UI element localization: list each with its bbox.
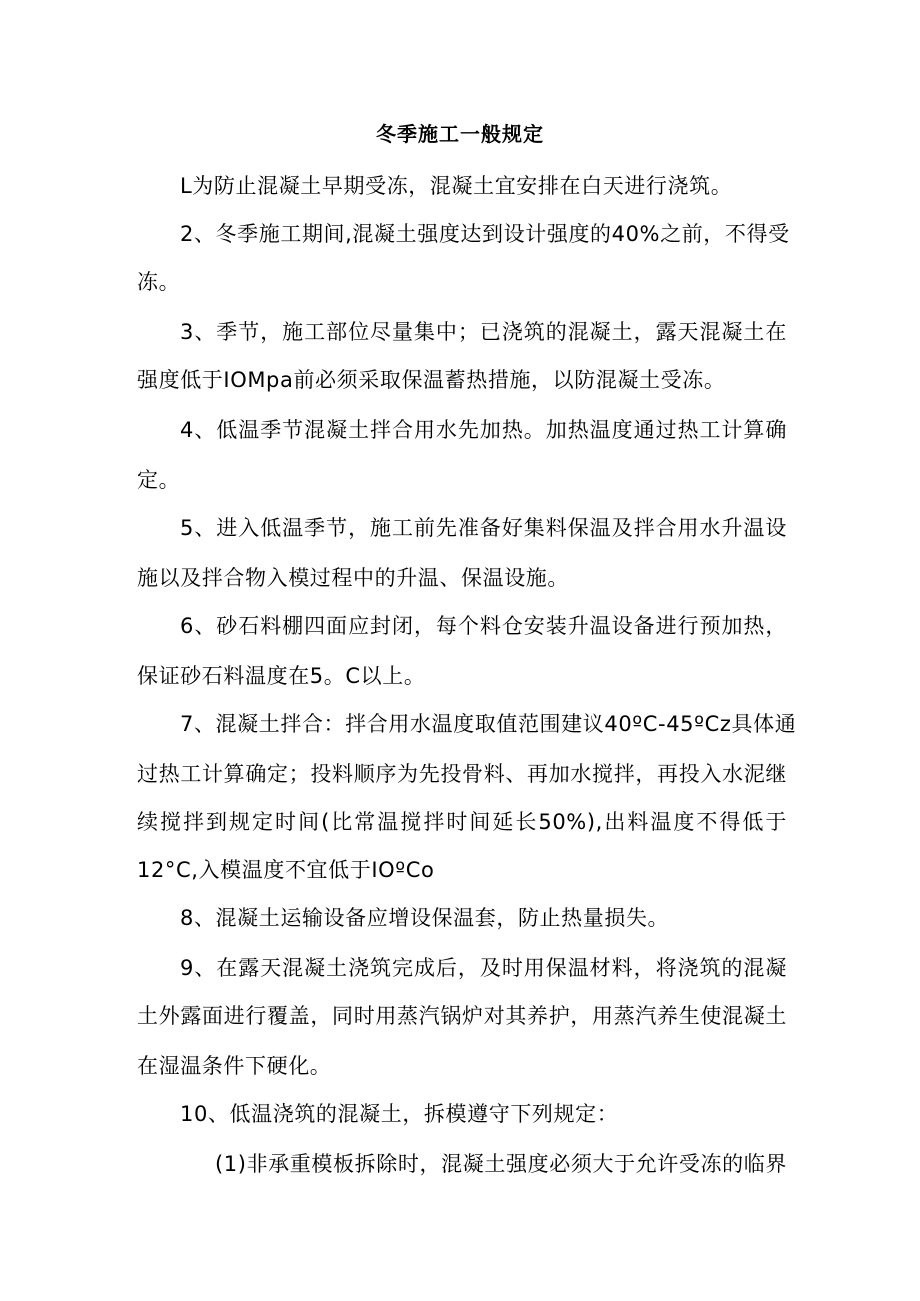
paragraph-line: 9、在露天混凝土浇筑完成后，及时用保温材料，将浇筑的混凝 <box>180 956 787 980</box>
paragraph-line: 定。 <box>137 468 181 492</box>
paragraph-line: 8、混凝土运输设备应增设保温套，防止热量损失。 <box>180 906 670 930</box>
paragraph-line: 过热工计算确定；投料顺序为先投骨料、再加水搅拌，再投入水泥继 <box>137 762 787 786</box>
paragraph-line: 6、砂石料棚四面应封闭，每个料仓安装升温设备进行预加热， <box>180 614 787 638</box>
paragraph-line: 2、冬季施工期间,混凝土强度达到设计强度的40%之前，不得受 <box>180 222 790 246</box>
paragraph-line: 在湿温条件下硬化。 <box>137 1054 332 1078</box>
paragraph-line: 7、混凝土拌合：拌合用水温度取值范围建议40ºC-45ºCz具体通 <box>180 712 797 736</box>
page-title: 冬季施工一般规定 <box>376 122 544 146</box>
paragraph-line: (1)非承重模板拆除时，混凝土强度必须大于允许受冻的临界 <box>215 1152 787 1176</box>
paragraph-line: 10、低温浇筑的混凝土，拆模遵守下列规定： <box>180 1102 619 1126</box>
paragraph-line: 施以及拌合物入模过程中的升温、保温设施。 <box>137 566 569 590</box>
paragraph-line: 冻。 <box>137 270 181 294</box>
paragraph-line: 强度低于IOMpa前必须采取保温蓄热措施，以防混凝土受冻。 <box>137 368 726 392</box>
paragraph-line: 4、低温季节混凝土拌合用水先加热。加热温度通过热工计算确 <box>180 418 787 442</box>
paragraph-line: 土外露面进行覆盖，同时用蒸汽锅炉对其养护，用蒸汽养生使混凝土 <box>137 1004 787 1028</box>
paragraph-line: 续搅拌到规定时间(比常温搅拌时间延长50%),出料温度不得低于 <box>137 810 787 834</box>
paragraph-line: 12°C,入模温度不宜低于IOºCo <box>137 858 435 882</box>
paragraph-line: 3、季节，施工部位尽量集中；已浇筑的混凝土，露天混凝土在 <box>180 320 787 344</box>
paragraph-line: 5、进入低温季节，施工前先准备好集料保温及拌合用水升温设 <box>180 516 787 540</box>
paragraph-line: 保证砂石料温度在5。C以上。 <box>137 664 426 688</box>
paragraph-line: L为防止混凝土早期受冻，混凝土宜安排在白天进行浇筑。 <box>180 174 733 198</box>
